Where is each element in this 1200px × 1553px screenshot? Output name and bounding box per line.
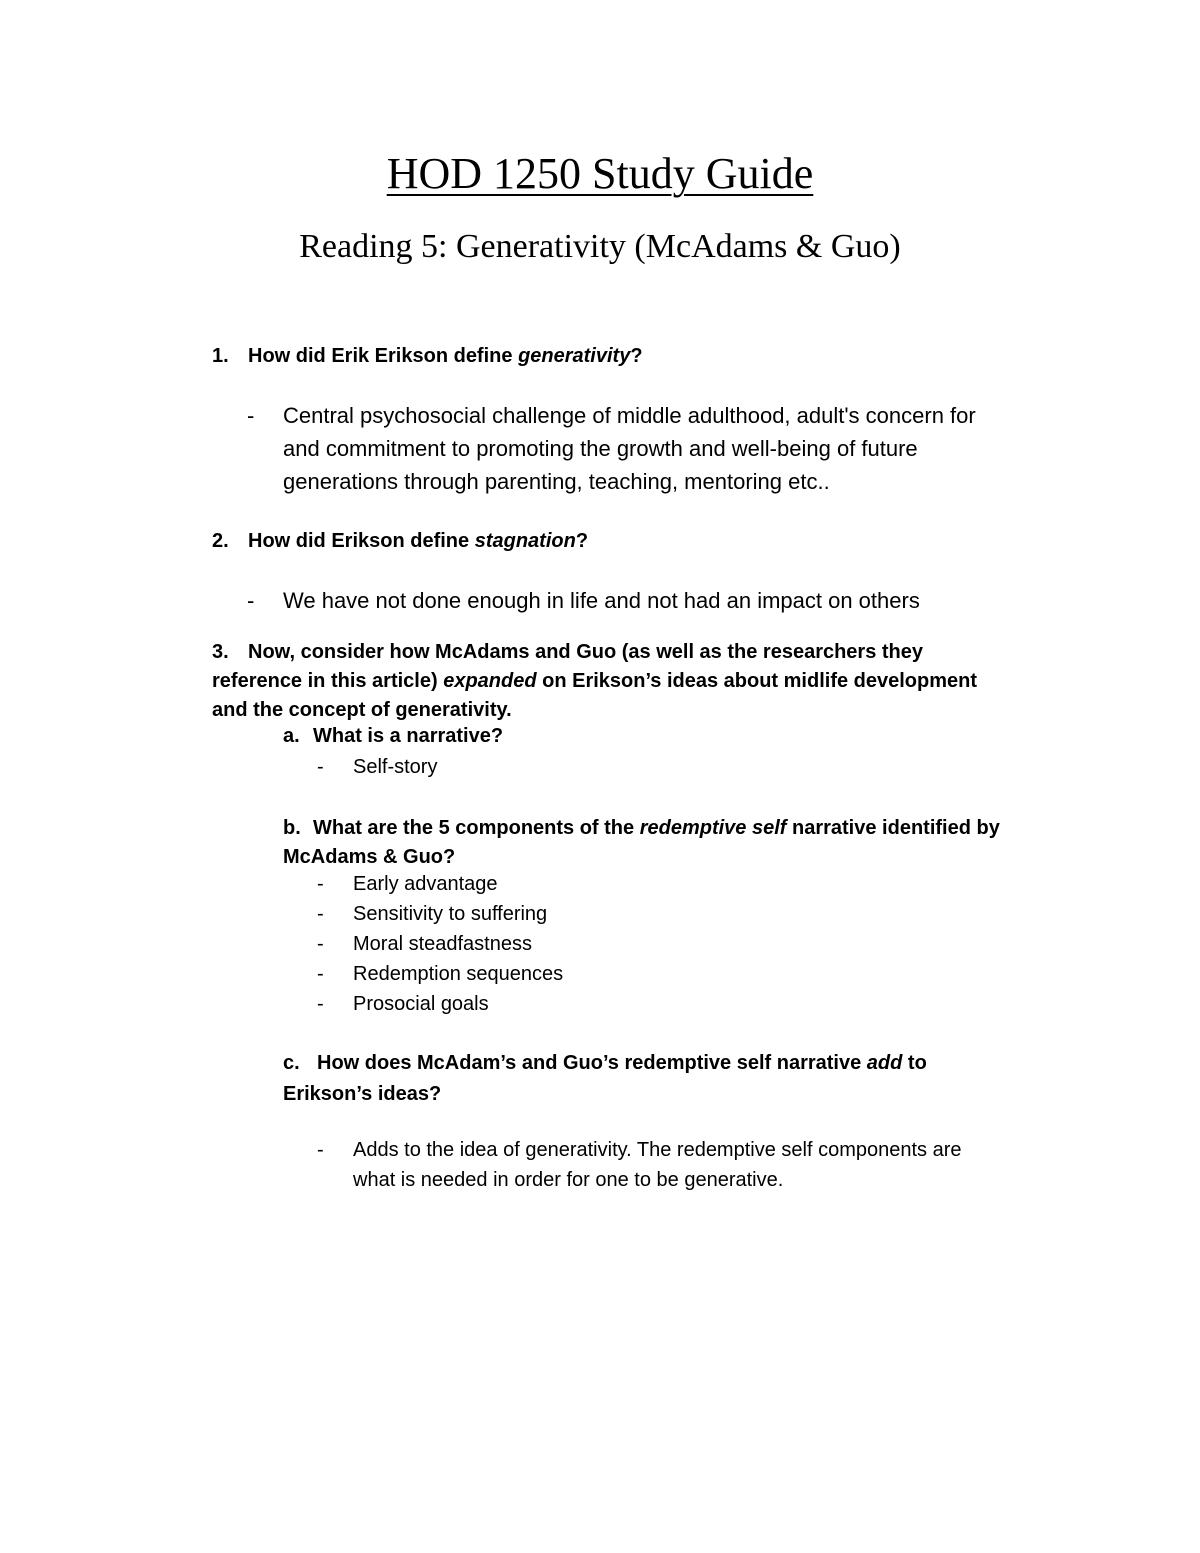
question-text: Now, consider how McAdams and Guo (as well as the researchers they	[248, 641, 924, 663]
bullet-dash: -	[317, 963, 324, 985]
question-1	[212, 345, 643, 368]
question-2	[212, 530, 588, 553]
question-emphasis: stagnation	[474, 530, 576, 552]
question-text: How did Erik Erikson define	[248, 345, 519, 367]
subquestion-emphasis: add	[866, 1052, 903, 1074]
list-item-text: Moral steadfastness	[353, 933, 532, 955]
list-item-text: Prosocial goals	[353, 993, 489, 1015]
list-item-text: Sensitivity to suffering	[353, 903, 548, 925]
list-item-text: Early advantage	[353, 873, 498, 895]
components-list	[317, 869, 563, 1019]
answer-line: and commitment to promoting the growth and well-being of future	[283, 436, 918, 461]
list-item	[317, 959, 563, 989]
subquestion-text: narrative identified by	[786, 817, 1000, 839]
answer-line: Adds to the idea of generativity. The redemptive self components are	[353, 1139, 962, 1161]
question-text: and the concept of generativity.	[212, 699, 512, 721]
bullet-dash: -	[317, 873, 324, 895]
subquestion-label: a.	[283, 725, 300, 747]
subquestion-b	[283, 814, 1000, 872]
answer-2: We have not done enough in life and not had an impact on others	[283, 588, 920, 613]
question-text: reference in this article)	[212, 670, 444, 692]
answer-1	[283, 399, 976, 498]
question-3	[212, 638, 977, 725]
list-item	[317, 989, 563, 1019]
bullet-dash: -	[247, 403, 255, 428]
subquestion-text: Erikson’s ideas?	[283, 1083, 442, 1105]
list-item	[317, 869, 563, 899]
bullet-dash: -	[317, 756, 324, 778]
bullet-dash: -	[247, 588, 255, 613]
question-number: 2.	[212, 530, 229, 552]
question-text: on Erikson’s ideas about midlife development	[536, 670, 978, 692]
subquestion-label: b.	[283, 817, 301, 839]
list-item-text: Redemption sequences	[353, 963, 564, 985]
list-item	[317, 929, 563, 959]
page-subtitle: Reading 5: Generativity (McAdams & Guo)	[299, 228, 901, 265]
bullet-dash: -	[317, 903, 324, 925]
question-emphasis: expanded	[443, 670, 537, 692]
subquestion-text: What are the 5 components of the	[313, 817, 640, 839]
subquestion-text: to	[902, 1052, 927, 1074]
answer-line: what is needed in order for one to be generative.	[353, 1169, 784, 1191]
subquestion-label: c.	[283, 1052, 300, 1074]
subquestion-c	[283, 1048, 927, 1110]
subquestion-a	[283, 725, 503, 748]
answer-line: Central psychosocial challenge of middle adulthood, adult's concern for	[283, 403, 976, 428]
subquestion-text: McAdams & Guo?	[283, 846, 456, 868]
question-text: How did Erikson define	[248, 530, 475, 552]
list-item	[317, 899, 563, 929]
bullet-dash: -	[317, 933, 324, 955]
question-punct: ?	[575, 530, 589, 552]
question-punct: ?	[630, 345, 643, 367]
subquestion-text: What is a narrative?	[313, 725, 504, 747]
bullet-dash: -	[317, 1139, 324, 1161]
question-number: 1.	[212, 345, 229, 367]
question-number: 3.	[212, 641, 229, 663]
page-title: HOD 1250 Study Guide	[386, 149, 814, 198]
answer-3c	[353, 1135, 962, 1195]
answer-3a: Self-story	[353, 756, 438, 778]
answer-line: generations through parenting, teaching, mentoring etc..	[283, 469, 830, 494]
bullet-dash: -	[317, 993, 324, 1015]
subquestion-text: How does McAdam’s and Guo’s redemptive self narrative	[317, 1052, 867, 1074]
subquestion-emphasis: redemptive self	[639, 817, 787, 839]
question-emphasis: generativity	[518, 345, 631, 367]
